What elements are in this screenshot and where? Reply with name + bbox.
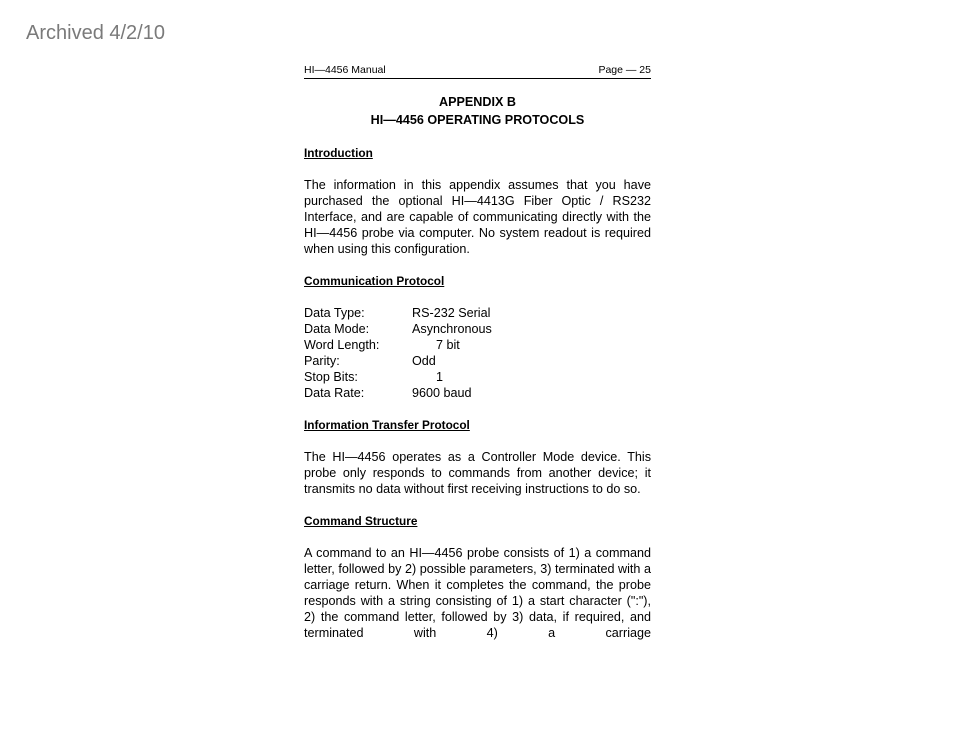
spec-row: [304, 321, 651, 337]
spec-label: Data Mode:: [304, 322, 370, 336]
introduction-heading: Introduction: [304, 146, 373, 160]
spec-value: Asynchronous: [412, 322, 492, 336]
page-header: [304, 64, 651, 79]
communication-heading: Communication Protocol: [304, 274, 445, 288]
spec-value: Odd: [412, 354, 436, 368]
appendix-title: [304, 93, 651, 129]
spec-label: Stop Bits:: [304, 370, 358, 384]
spec-row: [304, 353, 651, 369]
introduction-text: The information in this appendix assumes that you have purchased the optional HI—4413G Fiber Optic / RS232 Interface, and are capable of communicating directly with the HI—4456 probe via computer. No system readout is required when using this configuration.: [304, 178, 651, 256]
archived-watermark: Archived 4/2/10: [26, 22, 165, 44]
transfer-text: The HI—4456 operates as a Controller Mode device. This probe only responds to commands from another device; it transmits no data without first receiving instructions to do so.: [304, 450, 651, 496]
spec-row: [304, 369, 651, 385]
spec-label: Data Rate:: [304, 386, 365, 400]
command-text: A command to an HI—4456 probe consists of 1) a command letter, followed by 2) possible parameters, 3) terminated with a carriage return. When it completes the command, the probe responds with a string consisting of 1) a start character (":"), 2) the command letter, followed by 3) data, if required, and terminated with 4) a carriage: [304, 546, 651, 640]
document-page: [304, 64, 651, 641]
communication-specs: [304, 305, 651, 401]
spec-label: Parity:: [304, 354, 340, 368]
transfer-heading: Information Transfer Protocol: [304, 418, 470, 432]
spec-row: [304, 337, 651, 353]
spec-row: [304, 305, 651, 321]
appendix-label: APPENDIX B: [439, 95, 516, 109]
command-heading: Command Structure: [304, 514, 418, 528]
spec-label: Word Length:: [304, 338, 380, 352]
spec-label: Data Type:: [304, 306, 365, 320]
spec-value: 7 bit: [436, 338, 460, 352]
spec-value: 1: [436, 370, 444, 384]
appendix-subtitle: HI—4456 OPERATING PROTOCOLS: [370, 113, 585, 127]
spec-row: [304, 385, 651, 401]
spec-value: 9600 baud: [412, 386, 472, 400]
spec-value: RS-232 Serial: [412, 306, 491, 320]
page-number: Page — 25: [598, 64, 651, 76]
manual-title: HI—4456 Manual: [304, 64, 386, 76]
